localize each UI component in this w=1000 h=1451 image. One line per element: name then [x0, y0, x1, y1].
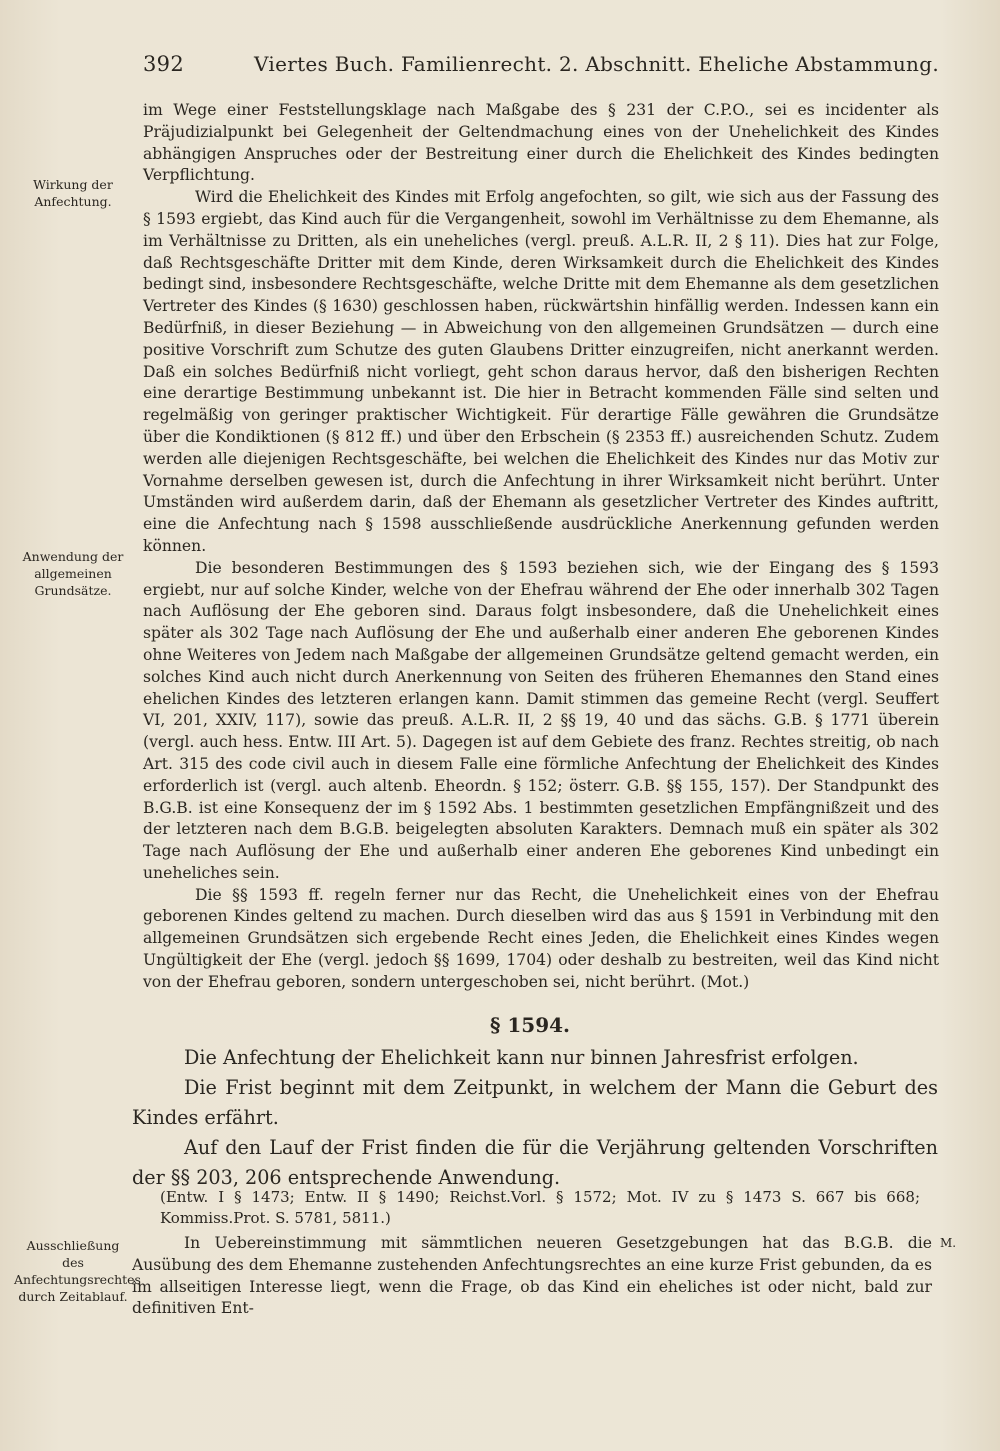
running-title: Viertes Buch. Familienrecht. 2. Abschnitt. Eheliche Abstammung.: [253, 52, 939, 76]
law-paragraph-3: Auf den Lauf der Frist finden die für die Verjährung geltenden Vorschriften der §§ 203, 206 entsprechende Anwendung.: [132, 1136, 938, 1189]
paragraph-4: Die §§ 1593 ff. regeln ferner nur das Recht, die Unehelichkeit eines von der Ehefrau geborenen Kindes geltend zu machen. Durch dieselben wird das aus § 1591 in Verbindung mit den allgemeinen Grundsätzen sich ergebende Recht eines Jeden, die Ehelichkeit eines Kindes wegen Ungültigkeit der Ehe (vergl. jedoch §§ 1699, 1704) oder deshalb zu bestreiten, weil das Kind nicht von der Ehefrau geboren, sondern untergeschoben sei, nicht berührt. (Mot.): [143, 885, 939, 991]
commentary-text: [132, 1233, 932, 1320]
page-number: 392: [143, 52, 184, 76]
margin-mark: M.: [940, 1236, 957, 1250]
margin-note-ausschliessung: Ausschließung des Anfechtungsrechtes durch Zeitablauf.: [14, 1238, 141, 1304]
paragraph-1: im Wege einer Feststellungsklage nach Maßgabe des § 231 der C.P.O., sei es incidenter als Präjudizialpunkt bei Gelegenheit der Geltendmachung eines von der Unehelichkeit des Kindes abhängigen Anspruches oder der Bestreitung einer durch die Ehelichkeit des Kindes bedingten Verpflichtung.: [143, 101, 939, 185]
running-header: [143, 52, 943, 76]
paragraph-3: Die besonderen Bestimmungen des § 1593 beziehen sich, wie der Eingang des § 1593 ergiebt, nur auf solche Kinder, welche von der Ehefrau während der Ehe oder innerhalb 302 Tagen nach Auflösung der Ehe geboren sind. Daraus folgt insbesondere, daß die Unehelichkeit eines später als 302 Tage nach Auflösung der Ehe und außerhalb einer anderen Ehe geborenen Kindes ohne Weiteres von Jedem nach Maßgabe der allgemeinen Grundsätze geltend gemacht werden, ein solches Kind auch nicht durch Anerkennung von Seiten des früheren Ehemannes den Stand eines ehelichen Kindes des letzteren erlangen kann. Damit stimmen das gemeine Recht (vergl. Seuffert VI, 201, XXIV, 117), sowie das preuß. A.L.R. II, 2 §§ 19, 40 und das sächs. G.B. § 1771 überein (vergl. auch hess. Entw. III Art. 5). Dagegen ist auf dem Gebiete des franz. Rechtes streitig, ob nach Art. 315 des code civil auch in diesem Falle eine förmliche Anfechtung der Ehelichkeit des Kindes erforderlich ist (vergl. auch altenb. Eheordn. § 152; österr. G.B. §§ 155, 157). Der Standpunkt des B.G.B. ist eine Konsequenz der im § 1592 Abs. 1 bestimmten gesetzlichen Empfängnißzeit und des der letzteren nach dem B.G.B. beigelegten absoluten Karakters. Demnach muß ein später als 302 Tage nach Auflösung der Ehe und außerhalb einer anderen Ehe geborenes Kind unbedingt ein uneheliches sein.: [143, 558, 939, 882]
margin-note-anwendung: Anwendung der allgemeinen Grundsätze.: [22, 549, 124, 598]
law-paragraph-2: Die Frist beginnt mit dem Zeitpunkt, in welchem der Mann die Geburt des Kindes erfährt.: [132, 1076, 938, 1129]
commentary-paragraph: In Uebereinstimmung mit sämmtlichen neueren Gesetzgebungen hat das B.G.B. die Ausübung des dem Ehemanne zustehenden Anfechtungsrechtes an eine kurze Frist gebunden, da es im allseitigen Interesse liegt, wenn die Frage, ob das Kind ein eheliches ist oder nicht, bald zur definitiven Ent-: [132, 1234, 932, 1318]
main-text: [143, 100, 939, 994]
references: (Entw. I § 1473; Entw. II § 1490; Reichst.Vorl. § 1572; Mot. IV zu § 1473 S. 667 bis 668; Kommiss.Prot. S. 5781, 5811.): [160, 1188, 920, 1227]
margin-note-wirkung: Wirkung der Anfechtung.: [33, 177, 113, 209]
law-text: [132, 1043, 938, 1193]
section-heading: § 1594.: [489, 1013, 571, 1037]
law-paragraph-1: Die Anfechtung der Ehelichkeit kann nur binnen Jahresfrist erfolgen.: [184, 1046, 859, 1069]
paragraph-2: Wird die Ehelichkeit des Kindes mit Erfolg angefochten, so gilt, wie sich aus der Fassung des § 1593 ergiebt, das Kind auch für die Vergangenheit, sowohl im Verhältnisse zu dem Ehemanne, als im Verhältnisse zu Dritten, als ein uneheliches (vergl. preuß. A.L.R. II, 2 § 11). Dies hat zur Folge, daß Rechtsgeschäfte Dritter mit dem Kinde, deren Wirksamkeit durch die Ehelichkeit des Kindes bedingt sind, insbesondere Rechtsgeschäfte, welche Dritte mit dem Ehemanne als dem gesetzlichen Vertreter des Kindes (§ 1630) geschlossen haben, rückwärtshin hinfällig werden. Indessen kann ein Bedürfniß, in dieser Beziehung — in Abweichung von den allgemeinen Grundsätzen — durch eine positive Vorschrift zum Schutze des guten Glaubens Dritter einzugreifen, nicht anerkannt werden. Daß ein solches Bedürfniß nicht vorliegt, geht schon daraus hervor, daß den bisherigen Rechten eine derartige Bestimmung unbekannt ist. Die hier in Betracht kommenden Fälle sind selten und regelmäßig von geringer praktischer Wichtigkeit. Für derartige Fälle gewähren die Grundsätze über die Kondiktionen (§ 812 ff.) und über den Erbschein (§ 2353 ff.) ausreichenden Schutz. Zudem werden alle diejenigen Rechtsgeschäfte, bei welchen die Ehelichkeit des Kindes nur das Motiv zur Vornahme derselben gewesen ist, durch die Anfechtung in ihrer Wirksamkeit nicht berührt. Unter Umständen wird außerdem darin, daß der Ehemann als gesetzlicher Vertreter des Kindes auftritt, eine die Anfechtung nach § 1598 ausschließende ausdrückliche Anerkennung gefunden werden können.: [143, 188, 939, 555]
